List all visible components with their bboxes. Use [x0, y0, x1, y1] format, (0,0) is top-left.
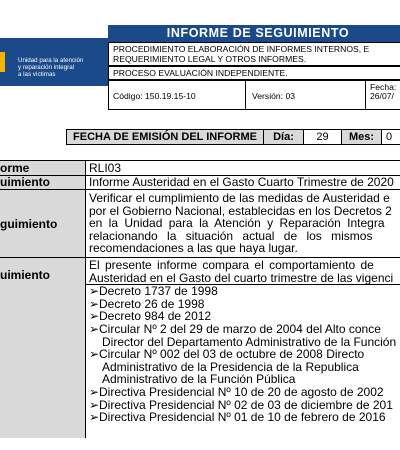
month-label: Mes:	[342, 129, 382, 145]
logo-line-1: Unidad para la atención	[18, 57, 84, 64]
date-value: 26/07/	[370, 91, 394, 101]
list-item: ➢Decreto 1737 de 1998	[89, 284, 218, 299]
arrow-bullet-icon: ➢	[89, 321, 100, 336]
date-cell	[366, 81, 400, 109]
objective-line-1: Verificar el cumplimiento de las medidas de Austeridad e	[89, 191, 390, 205]
day-value: 29	[304, 129, 342, 145]
logo-text	[18, 57, 108, 79]
row-value-scope	[86, 258, 400, 438]
logo-line-3: a las víctimas	[18, 71, 56, 79]
list-item: ➢Directiva Presidencial Nº 10 de 20 de agosto de 2002	[89, 384, 384, 399]
row-value-report: RLI03	[86, 161, 400, 176]
row-value-objective	[86, 190, 400, 258]
document-title: INFORME DE SEGUIMIENTO	[108, 25, 400, 42]
emission-date-row	[0, 129, 400, 147]
row-label-objective: guimiento	[0, 190, 86, 258]
objective-line-5: recomendaciones a las que haya lugar.	[89, 241, 298, 256]
code-cell: Código: 150.19.15-10	[109, 81, 246, 109]
list-item: ➢Decreto 984 de 2012	[89, 309, 212, 324]
list-item: ➢Decreto 26 de 1998	[89, 296, 205, 311]
month-value: 0	[382, 129, 400, 145]
list-item: ➢Circular Nº 002 del 03 de octubre de 2008 Directo Administrativo de la Presidencia de la Republica Administrativo de la Función Pública	[89, 347, 365, 387]
scope-line-2: Austeridad en el Gasto del cuarto trimestre de las vigenci	[89, 270, 394, 285]
logo-line-2: y reparación integral	[18, 64, 75, 72]
arrow-bullet-icon: ➢	[89, 296, 100, 311]
code-version-row	[108, 80, 400, 110]
arrow-bullet-icon: ➢	[89, 309, 100, 324]
emission-date-label: FECHA DE EMISIÓN DEL INFORME	[66, 129, 264, 145]
objective-line-2: por el Gobierno Nacional, establecidas en los Decretos 2	[89, 203, 392, 218]
row-label-subject: uimiento	[0, 176, 86, 190]
list-item: ➢Directiva Presidencial Nº 02 de 03 de diciembre de 201	[89, 397, 393, 412]
objective-line-4: relacionando la situación actual de los mismos	[89, 228, 373, 243]
procedure-line-1: PROCEDIMIENTO ELABORACIÓN DE INFORMES INTERNOS, E	[113, 44, 370, 54]
arrow-bullet-icon: ➢	[89, 397, 100, 412]
legal-basis-list	[86, 284, 400, 424]
procedure-line-2: REQUERIMIENTO LEGAL Y OTROS INFORMES.	[113, 54, 307, 65]
list-item: ➢Directiva Presidencial Nº 01 de 10 de febrero de 2016	[89, 410, 386, 425]
logo-accent-bar	[0, 52, 5, 72]
row-label-scope: uimiento	[0, 258, 86, 438]
arrow-bullet-icon: ➢	[89, 410, 100, 425]
procedure-row	[108, 42, 400, 66]
objective-line-3: en la Unidad para la Atención y Reparación Integra	[89, 216, 385, 231]
list-item: ➢Circular Nº 2 del 29 de marzo de 2004 del Alto conce Director del Departamento Administrativo de la Función	[89, 321, 397, 349]
date-label: Fecha:	[370, 82, 397, 92]
version-cell: Versión: 03	[246, 81, 366, 109]
arrow-bullet-icon: ➢	[89, 384, 100, 399]
arrow-bullet-icon: ➢	[89, 347, 100, 362]
row-label-report: orme	[0, 161, 86, 176]
arrow-bullet-icon: ➢	[89, 284, 100, 299]
day-label: Día:	[264, 129, 304, 145]
row-value-subject: Informe Austeridad en el Gasto Cuarto Trimestre de 2020	[86, 176, 400, 190]
scope-line-1: El presente informe compara el comportamiento de	[89, 258, 374, 272]
process-row: PROCESO EVALUACIÓN INDEPENDIENTE.	[108, 66, 400, 80]
